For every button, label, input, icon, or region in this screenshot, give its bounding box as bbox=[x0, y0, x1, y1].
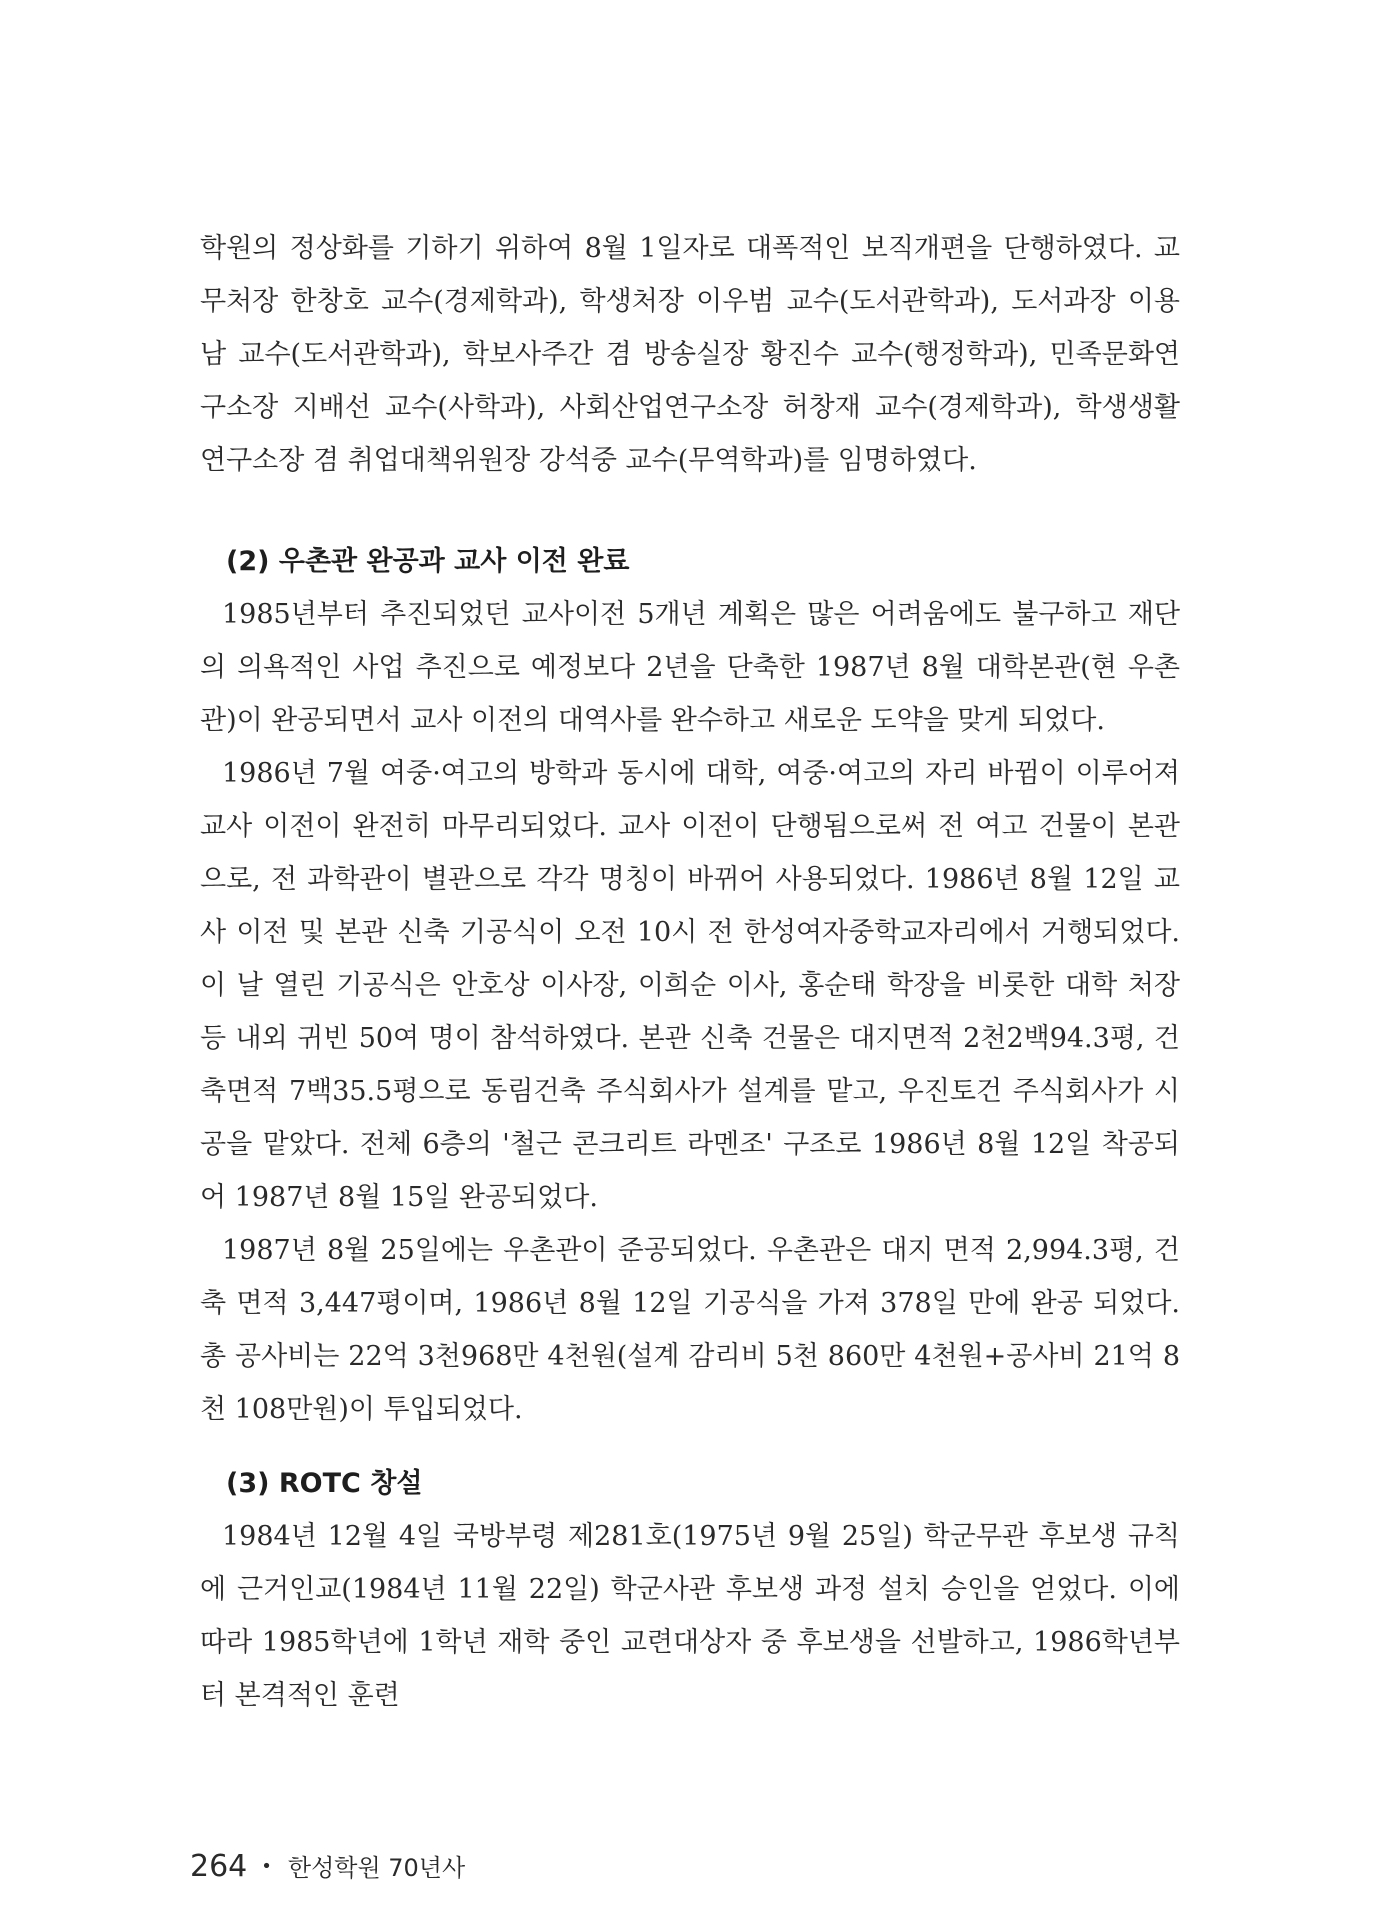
book-title: 한성학원 70년사 bbox=[287, 1854, 466, 1882]
section-2-body bbox=[200, 588, 1180, 1436]
section-2-paragraph-1: 1985년부터 추진되었던 교사이전 5개년 계획은 많은 어려움에도 불구하고 재단의 의욕적인 사업 추진으로 예정보다 2년을 단축한 1987년 8월 대학본관(현 우촌관)이 완공되면서 교사 이전의 대역사를 완수하고 새로운 도약을 맞게 되었다. bbox=[200, 599, 1180, 736]
section-2-heading: (2) 우촌관 완공과 교사 이전 완료 bbox=[226, 546, 630, 577]
section-2-paragraph-2: 1986년 7월 여중·여고의 방학과 동시에 대학, 여중·여고의 자리 바뀜이 이루어져 교사 이전이 완전히 마무리되었다. 교사 이전이 단행됨으로써 전 여고 건물이 본관으로, 전 과학관이 별관으로 각각 명칭이 바뀌어 사용되었다. 1986년 8월 12일 교사 이전 및 본관 신축 기공식이 오전 10시 전 한성여자중학교자리에서 거행되었다. 이 날 열린 기공식은 안호상 이사장, 이희순 이사, 홍순태 학장을 비롯한 대학 처장 등 내외 귀빈 50여 명이 참석하였다. 본관 신축 건물은 대지면적 2천2백94.3평, 건축면적 7백35.5평으로 동림건축 주식회사가 설계를 맡고, 우진토건 주식회사가 시공을 맡았다. 전체 6층의 '철근 콘크리트 라멘조' 구조로 1986년 8월 12일 착공되어 1987년 8월 15일 완공되었다. bbox=[200, 758, 1180, 1213]
section-3-heading: (3) ROTC 창설 bbox=[226, 1468, 423, 1499]
page-footer bbox=[190, 1848, 465, 1884]
section-3-body bbox=[200, 1510, 1180, 1722]
page-number: 264 bbox=[190, 1849, 248, 1884]
intro-text-block bbox=[200, 222, 1180, 487]
section-3-paragraph-1: 1984년 12월 4일 국방부령 제281호(1975년 9월 25일) 학군무관 후보생 규칙에 근거인교(1984년 11월 22일) 학군사관 후보생 과정 설치 승인을 얻었다. 이에 따라 1985학년에 1학년 재학 중인 교련대상자 중 후보생을 선발하고, 1986학년부터 본격적인 훈련 bbox=[200, 1521, 1180, 1711]
footer-separator-dot: • bbox=[261, 1856, 272, 1877]
intro-paragraph: 학원의 정상화를 기하기 위하여 8월 1일자로 대폭적인 보직개편을 단행하였다. 교무처장 한창호 교수(경제학과), 학생처장 이우범 교수(도서관학과), 도서과장 이용남 교수(도서관학과), 학보사주간 겸 방송실장 황진수 교수(행정학과), 민족문화연구소장 지배선 교수(사학과), 사회산업연구소장 허창재 교수(경제학과), 학생생활 연구소장 겸 취업대책위원장 강석중 교수(무역학과)를 임명하였다. bbox=[200, 233, 1181, 476]
section-2-paragraph-3: 1987년 8월 25일에는 우촌관이 준공되었다. 우촌관은 대지 면적 2,994.3평, 건축 면적 3,447평이며, 1986년 8월 12일 기공식을 가져 378일 만에 완공 되었다. 총 공사비는 22억 3천968만 4천원(설계 감리비 5천 860만 4천원+공사비 21억 8천 108만원)이 투입되었다. bbox=[200, 1235, 1180, 1425]
